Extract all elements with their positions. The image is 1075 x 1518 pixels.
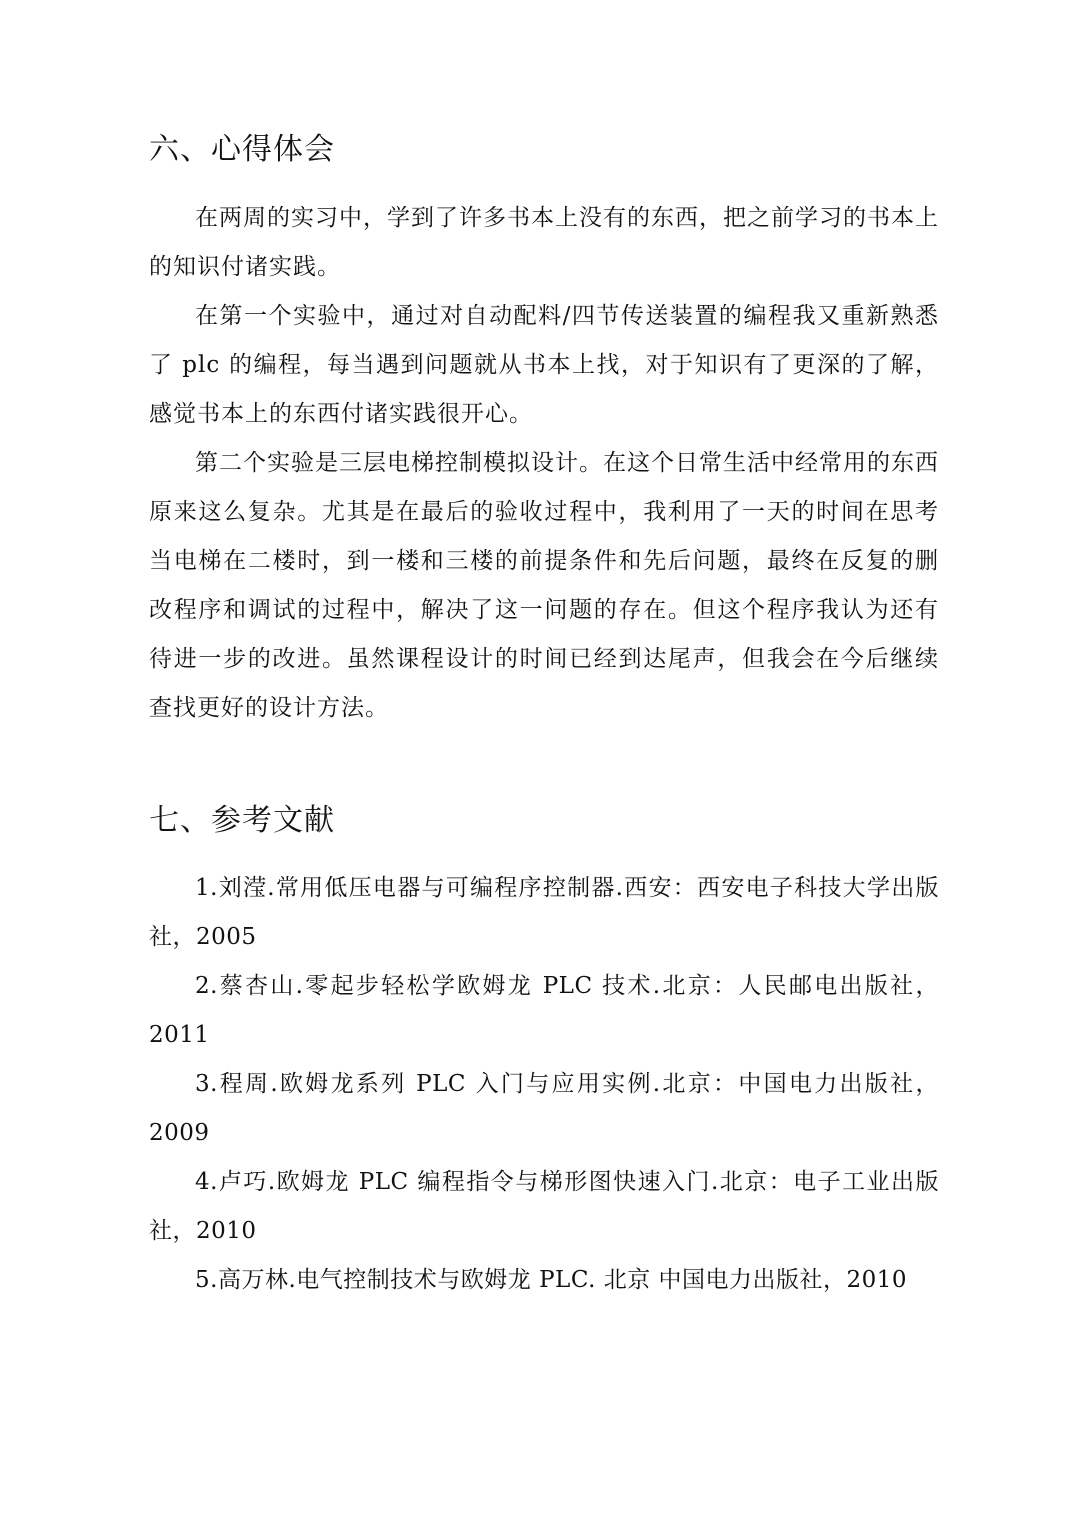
reference-item: 4.卢巧.欧姆龙 PLC 编程指令与梯形图快速入门.北京：电子工业出版社，2010 [149, 1169, 939, 1244]
experience-paragraph-1: 在两周的实习中，学到了许多书本上没有的东西，把之前学习的书本上的知识付诸实践。 [149, 205, 939, 280]
spacer [149, 175, 939, 194]
experience-paragraph-3: 第二个实验是三层电梯控制模拟设计。在这个日常生活中经常用的东西原来这么复杂。尤其是在最后的验收过程中，我利用了一天的时间在思考当电梯在二楼时，到一楼和三楼的前提条件和先后问题，最终在反复的删改程序和调试的过程中，解决了这一问题的存在。但这个程序我认为还有待进一步的改进。虽然课程设计的时间已经到达尾声，但我会在今后继续查找更好的设计方法。 [149, 450, 939, 721]
reference-item: 1.刘滢.常用低压电器与可编程序控制器.西安：西安电子科技大学出版社，2005 [149, 875, 939, 950]
reference-item: 2.蔡杏山.零起步轻松学欧姆龙 PLC 技术.北京：人民邮电出版社，2011 [149, 973, 939, 1048]
section-heading-experience: 六、心得体会 [149, 132, 335, 167]
experience-body [149, 194, 939, 733]
spacer [149, 846, 939, 864]
reference-item: 5.高万林.电气控制技术与欧姆龙 PLC. 北京 中国电力出版社，2010 [195, 1267, 908, 1293]
spacer [149, 733, 939, 796]
document-page [149, 125, 939, 1305]
reference-item: 3.程周.欧姆龙系列 PLC 入门与应用实例.北京：中国电力出版社，2009 [149, 1071, 939, 1146]
section-heading-references: 七、参考文献 [149, 803, 335, 838]
reference-list [149, 864, 939, 1305]
experience-paragraph-2: 在第一个实验中，通过对自动配料/四节传送装置的编程我又重新熟悉了 plc 的编程，每当遇到问题就从书本上找，对于知识有了更深的了解，感觉书本上的东西付诸实践很开心。 [149, 303, 939, 427]
